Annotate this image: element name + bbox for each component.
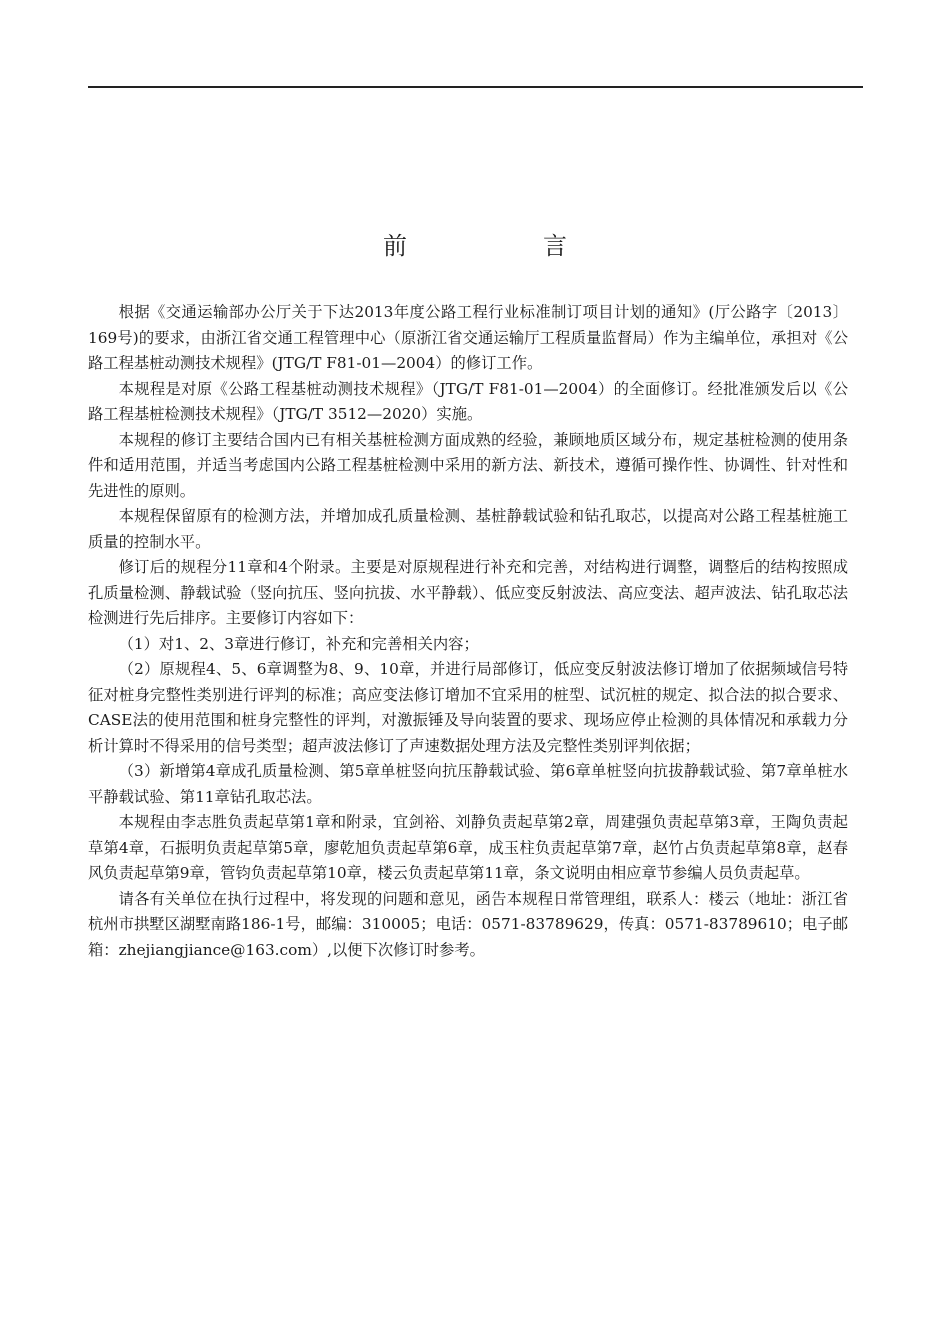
page-title: 前 言	[383, 232, 623, 260]
paragraph-principles: 本规程的修订主要结合国内已有相关基桩检测方面成熟的经验，兼顾地质区域分布，规定基桩检测的使用条件和适用范围，并适当考虑国内公路工程基桩检测中采用的新方法、新技术，遵循可操作性、协调性、针对性和先进性的原则。	[88, 430, 848, 500]
paragraph-drafters: 本规程由李志胜负责起草第1章和附录，宜剑裕、刘静负责起草第2章，周建强负责起草第3章，王陶负责起草第4章，石振明负责起草第5章，廖乾旭负责起草第6章，成玉柱负责起草第7章，赵竹占负责起草第8章，赵春风负责起草第9章，管钧负责起草第10章，楼云负责起草第11章，条文说明由相应章节参编人员负责起草。	[88, 813, 848, 882]
paragraph-structure: 修订后的规程分11章和4个附录。主要是对原规程进行补充和完善，对结构进行调整，调整后的结构按照成孔质量检测、静载试验（竖向抗压、竖向抗拔、水平静载）、低应变反射波法、高应变法、超声波法、钻孔取芯法检测进行先后排序。主要修订内容如下：	[88, 558, 848, 627]
paragraph-revision-scope: 本规程是对原《公路工程基桩动测技术规程》（JTG/T F81-01—2004）的全面修订。经批准颁发后以《公路工程基桩检测技术规程》（JTG/T 3512—2020）实施。	[88, 379, 848, 423]
paragraph-item-3: （3）新增第4章成孔质量检测、第5章单桩竖向抗压静载试验、第6章单桩竖向抗拔静载试验、第7章单桩水平静载试验、第11章钻孔取芯法。	[88, 762, 848, 806]
preface-body	[88, 300, 848, 963]
paragraph-contact: 请各有关单位在执行过程中，将发现的问题和意见，函告本规程日常管理组，联系人：楼云（地址：浙江省杭州市拱墅区湖墅南路186-1号，邮编：310005；电话：0571-83789629，传真：0571-83789610；电子邮箱：zhejiangjiance@163.com）,以便下次修订时参考。	[88, 889, 848, 959]
paragraph-item-2: （2）原规程4、5、6章调整为8、9、10章，并进行局部修订，低应变反射波法修订增加了依据频域信号特征对桩身完整性类别进行评判的标准；高应变法修订增加不宜采用的桩型、试沉桩的规定、拟合法的拟合要求、CASE法的使用范围和桩身完整性的评判，对激振锤及导向装置的要求、现场应停止检测的具体情况和承载力分析计算时不得采用的信号类型；超声波法修订了声速数据处理方法及完整性类别评判依据；	[88, 660, 848, 755]
paragraph-basis: 根据《交通运输部办公厅关于下达2013年度公路工程行业标准制订项目计划的通知》(厅公路字〔2013〕169号)的要求，由浙江省交通工程管理中心（原浙江省交通运输厅工程质量监督局）作为主编单位，承担对《公路工程基桩动测技术规程》(JTG/T F81-01—2004）的修订工作。	[88, 303, 848, 372]
paragraph-item-1: （1）对1、2、3章进行修订，补充和完善相关内容；	[118, 634, 479, 653]
header-rule	[88, 86, 863, 88]
paragraph-methods: 本规程保留原有的检测方法，并增加成孔质量检测、基桩静载试验和钻孔取芯，以提高对公路工程基桩施工质量的控制水平。	[88, 507, 848, 551]
